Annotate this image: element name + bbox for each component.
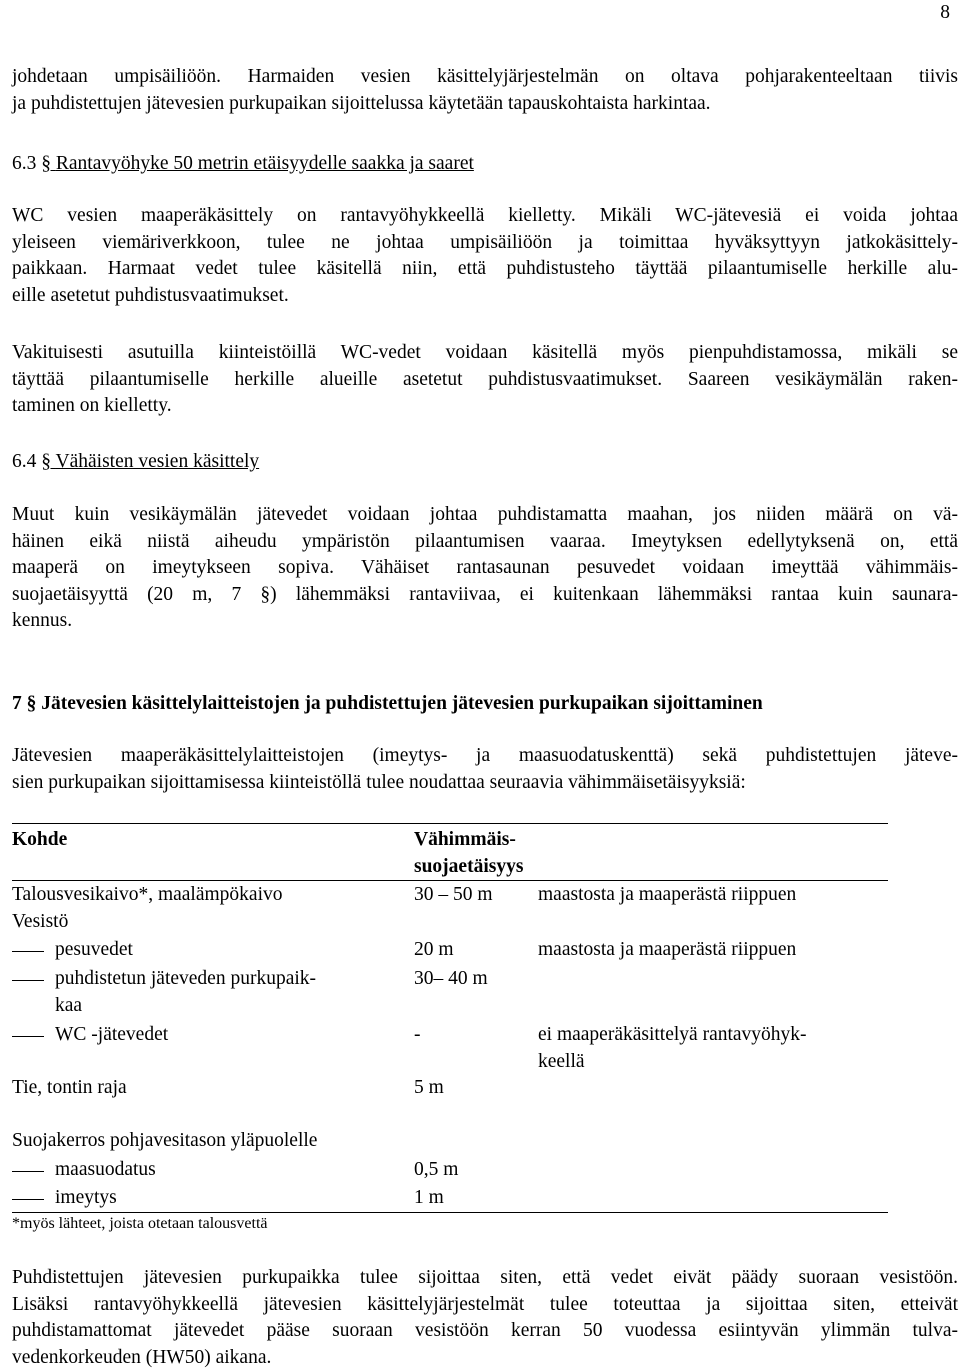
dash-bullet bbox=[12, 951, 44, 952]
text-line: vedenkorkeuden (HW50) aikana. bbox=[12, 1345, 958, 1371]
row-kohde: Vesistö bbox=[12, 909, 68, 936]
dash-bullet bbox=[12, 980, 44, 981]
row-note-line: keellä bbox=[538, 1049, 807, 1076]
text-line: johdetaan umpisäiliöön. Harmaiden vesien käsittelyjärjestelmän on oltava pohjarakenteeltaan tiivis bbox=[12, 64, 958, 91]
text-line: kennus. bbox=[12, 608, 958, 635]
section-number: 6.4 bbox=[12, 451, 36, 472]
text-line: Vakituisesti asutuilla kiinteistöillä WC-vedet voidaan käsitellä myös pienpuhdistamossa, mikäli se bbox=[12, 340, 958, 367]
section-title bbox=[41, 153, 474, 174]
row-kohde: Suojakerros pohjavesitason yläpuolelle bbox=[12, 1128, 317, 1155]
text-line: sien purkupaikan sijoittamisessa kiinteistöllä tulee noudattaa seuraavia vähimmäisetäisyyksiä: bbox=[12, 770, 958, 797]
row-distance: 30– 40 m bbox=[414, 966, 488, 993]
text-line: puhdistamattomat jätevedet pääse suoraan vesistöön kerran 50 vuodessa esiintyvän ylimmän tulva- bbox=[12, 1318, 958, 1345]
section-symbol: § bbox=[41, 451, 51, 472]
text-line: eille asetetut puhdistusvaatimukset. bbox=[12, 283, 958, 310]
row-distance: 1 m bbox=[414, 1185, 444, 1212]
header-distance bbox=[414, 827, 523, 880]
text-line: Puhdistettujen jätevesien purkupaikka tulee sijoittaa siten, että vedet eivät päädy suoraan vesistöön. bbox=[12, 1265, 958, 1292]
row-kohde: pesuvedet bbox=[55, 937, 133, 964]
section-number: 6.3 bbox=[12, 153, 36, 174]
row-note-line: ei maaperäkäsittelyä rantavyöhyk- bbox=[538, 1022, 807, 1049]
table-bottom-rule bbox=[12, 1212, 888, 1213]
text-line: täyttää pilaantumiselle herkille alueille asetetut puhdistusvaatimukset. Saareen vesikäymälän raken- bbox=[12, 367, 958, 394]
row-distance: 5 m bbox=[414, 1075, 444, 1102]
dash-bullet bbox=[12, 1171, 44, 1172]
section-title-text: Vähäisten vesien käsittely bbox=[56, 451, 260, 472]
row-kohde: Talousvesikaivo*, maalämpökaivo bbox=[12, 882, 283, 909]
header-distance-line: suojaetäisyys bbox=[414, 854, 523, 881]
section-symbol: § bbox=[41, 153, 51, 174]
text-line: suojaetäisyyttä (20 m, 7 §) lähemmäksi rantaviivaa, ei kuitenkaan lähemmäksi rantaa kuin saunara- bbox=[12, 582, 958, 609]
section-6-4-paragraph bbox=[12, 502, 958, 635]
table-top-rule bbox=[12, 823, 888, 824]
text-line: taminen on kielletty. bbox=[12, 393, 958, 420]
intro-paragraph bbox=[12, 64, 958, 117]
row-distance: 30 – 50 m bbox=[414, 882, 493, 909]
section-heading-6-4 bbox=[12, 449, 958, 476]
page-number: 8 bbox=[940, 0, 950, 27]
text-line: Jätevesien maaperäkäsittelylaitteistojen (imeytys- ja maasuodatuskenttä) sekä puhdistettujen jäteve- bbox=[12, 743, 958, 770]
section-6-3-paragraph-1 bbox=[12, 203, 958, 309]
section-title bbox=[41, 451, 259, 472]
text-line: Lisäksi rantavyöhykkeellä jätevesien käsittelyjärjestelmät tulee toteuttaa ja sijoittaa siten, etteivät bbox=[12, 1292, 958, 1319]
row-distance: 0,5 m bbox=[414, 1157, 458, 1184]
closing-paragraph bbox=[12, 1265, 958, 1371]
row-kohde: WC -jätevedet bbox=[55, 1022, 168, 1049]
text-line: Muut kuin vesikäymälän jätevedet voidaan johtaa puhdistamatta maahan, jos niiden määrä on vä- bbox=[12, 502, 958, 529]
row-kohde: imeytys bbox=[55, 1185, 117, 1212]
row-distance: - bbox=[414, 1022, 421, 1049]
row-kohde: maasuodatus bbox=[55, 1157, 156, 1184]
section-title-text: Rantavyöhyke 50 metrin etäisyydelle saakka ja saaret bbox=[56, 153, 474, 174]
text-line: maaperä on imeytykseen sopiva. Vähäiset rantasaunan pesuvedet voidaan imeyttää vähimmäis- bbox=[12, 555, 958, 582]
dash-bullet bbox=[12, 1036, 44, 1037]
row-kohde bbox=[55, 966, 316, 1019]
row-note: maastosta ja maaperästä riippuen bbox=[538, 937, 796, 964]
row-kohde: Tie, tontin raja bbox=[12, 1075, 127, 1102]
text-line: paikkaan. Harmaat vedet tulee käsitellä niin, että puhdistusteho täyttää pilaantumiselle herkille alu- bbox=[12, 256, 958, 283]
table-header-rule bbox=[12, 880, 888, 881]
text-line: yleiseen viemäriverkkoon, tulee ne johtaa umpisäiliöön ja toimittaa hyväksyttyyn jatkokäsittely- bbox=[12, 230, 958, 257]
section-7-paragraph bbox=[12, 743, 958, 796]
header-distance-line: Vähimmäis- bbox=[414, 827, 523, 854]
section-6-3-paragraph-2 bbox=[12, 340, 958, 420]
row-distance: 20 m bbox=[414, 937, 454, 964]
header-kohde: Kohde bbox=[12, 827, 67, 854]
row-note bbox=[538, 1022, 807, 1075]
text-line: WC vesien maaperäkäsittely on rantavyöhykkeellä kielletty. Mikäli WC-jätevesiä ei voida johtaa bbox=[12, 203, 958, 230]
text-line: häinen eikä niistä aiheudu ympäristön pilaantumisen vaaraa. Imeytyksen edellytyksenä on, että bbox=[12, 529, 958, 556]
section-heading-7: 7 § Jätevesien käsittelylaitteistojen ja puhdistettujen jätevesien purkupaikan sijoittaminen bbox=[12, 691, 958, 718]
table-footnote: *myös lähteet, joista otetaan talousvettä bbox=[12, 1214, 267, 1234]
dash-bullet bbox=[12, 1199, 44, 1200]
section-heading-6-3 bbox=[12, 151, 958, 178]
row-note: maastosta ja maaperästä riippuen bbox=[538, 882, 796, 909]
row-kohde-line: puhdistetun jäteveden purkupaik- bbox=[55, 966, 316, 993]
row-kohde-line: kaa bbox=[55, 993, 316, 1020]
text-line: ja puhdistettujen jätevesien purkupaikan sijoittelussa käytetään tapauskohtaista harkintaa. bbox=[12, 91, 958, 118]
